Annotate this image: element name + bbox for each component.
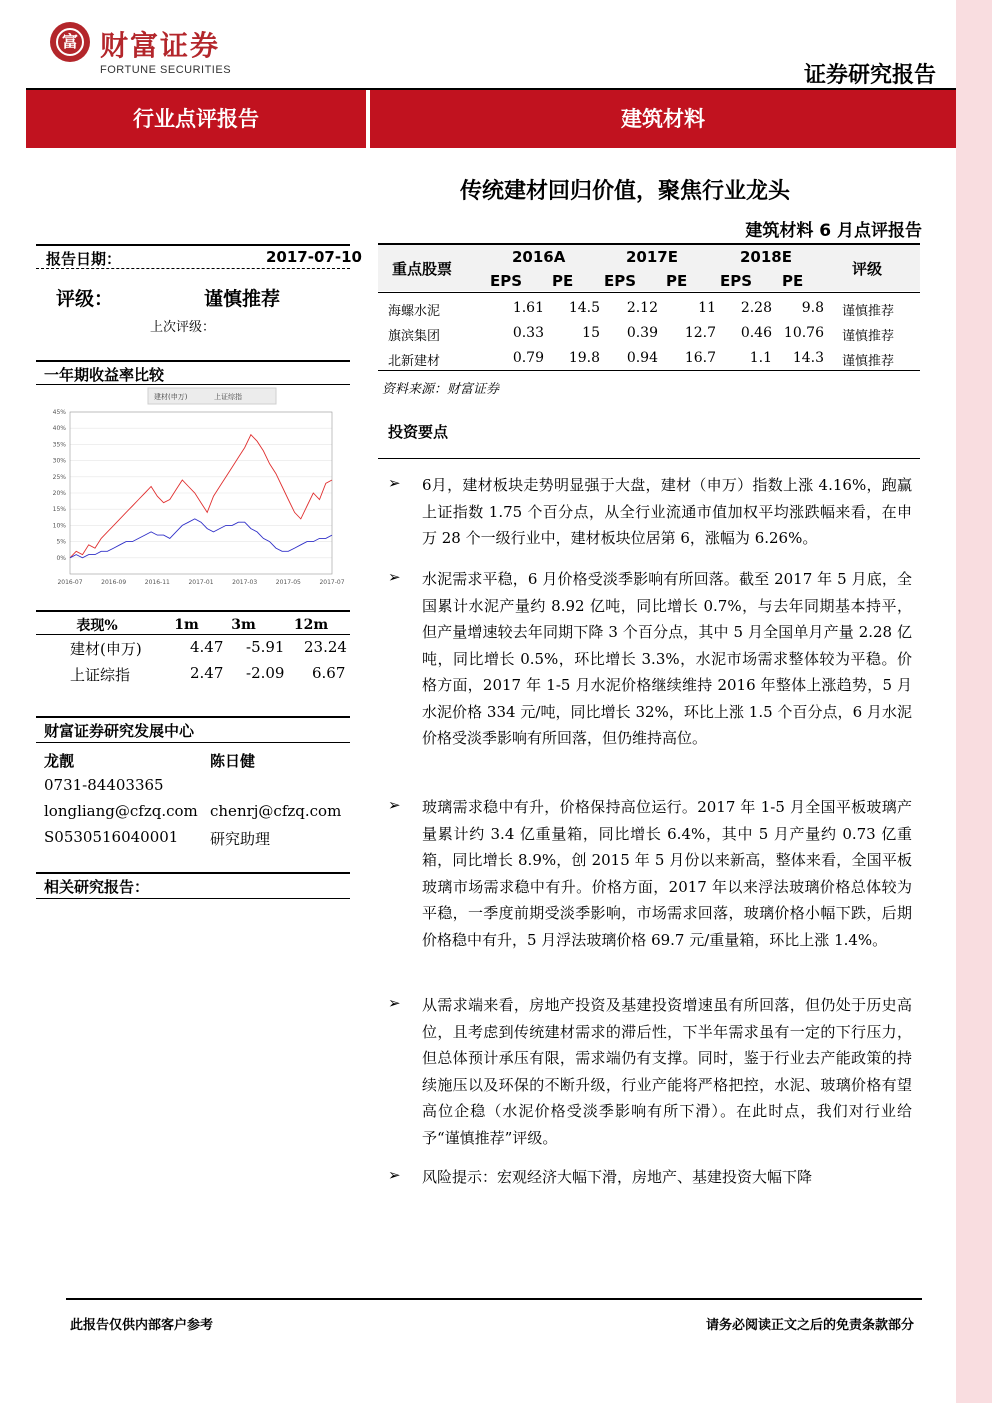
perf-row-name: 建材(申万) (70, 640, 142, 658)
x-tick-label: 2016-11 (144, 579, 170, 586)
invest-point: 从需求端来看，房地产投资及基建投资增速虽有所回落，但仍处于历史高位，且考虑到传统建材需求的滞后性，下半年需求虽有一定的下行压力，但总体预计承压有限，需求端仍有支撑。同时，鉴于行业去产能政策的持续施压以及环保的不断升级，行业产能将严格把控，水泥、玻璃价格有望高位企稳（水泥价格受淡季影响有所下滑）。在此时点，我们对行业给予“谨慎推荐”评级。 (422, 996, 912, 1147)
chart-svg (36, 384, 350, 606)
invest-point: 水泥需求平稳，6 月价格受淡季影响有所回落。截至 2017 年 5 月底，全国累计水泥产量约 8.92 亿吨，同比增长 0.7%，与去年同期基本持平，但产量增速较去年同期下降 3 个百分点，其中 5 月全国单月产量 2.28 亿吨，同比增长 0.5%，环比增长 3.3%，水泥市场需求整体较为平稳。价格方面，2017 年 1-5 月水泥价格继续维持 2016 年整体上涨趋势，5 月水泥价格 334 元/吨，同比增长 32%，环比上涨 1.5 个百分点，6 月水泥价格受淡季影响有所回落，但仍维持高位。 (422, 570, 912, 747)
invest-point: 6月，建材板块走势明显强于大盘，建材（申万）指数上涨 4.16%，跑赢上证指数 1.75 个百分点，从全行业流通市值加权平均涨跌幅来看，在申万 28 个一级行业中，建材板块位居第 6，涨幅为 6.26%。 (422, 476, 912, 547)
year-header: 2016A (512, 248, 566, 266)
page-side-band (956, 0, 992, 1403)
stock-table-bottom-rule (378, 370, 920, 371)
y-tick-label: 15% (52, 506, 66, 514)
analyst-2-role: 研究助理 (210, 830, 271, 848)
stock-cell: 0.94 (626, 350, 658, 366)
analyst-top-rule (36, 716, 350, 718)
x-tick-label: 2017-07 (319, 579, 345, 586)
metric-header: PE (666, 272, 688, 290)
y-tick-label: 5% (56, 538, 66, 546)
metric-header: EPS (490, 272, 523, 290)
perf-cell: 23.24 (304, 638, 347, 656)
table-source: 资料来源：财富证券 (382, 382, 500, 397)
brand-name-en: FORTUNE SECURITIES (100, 64, 232, 76)
perf-cell: -5.91 (246, 638, 285, 656)
report-category-banner: 行业点评报告 (26, 90, 366, 148)
footer-rule (66, 1298, 922, 1300)
invest-point: 玻璃需求稳中有升，价格保持高位运行。2017 年 1-5 月全国平板玻璃产量累计约 3.4 亿重量箱，同比增长 6.4%，其中 5 月产量约 0.73 亿重箱，同比增长 8.9%，创 2015 年 5 月份以来新高，整体来看，全国平板玻璃市场需求稳中有升。价格方面，2017 年以来浮法玻璃价格总体较为平稳，一季度前期受淡季影响，市场需求回落，玻璃价格小幅下跌，后期价格稳中有升，5 月浮法玻璃价格 69.7 元/重量箱，环比上涨 1.4%。 (422, 798, 912, 949)
analyst-1-email[interactable]: longliang@cfzq.com (44, 802, 198, 820)
y-tick-label: 45% (52, 409, 66, 416)
perf-header: 表现% (76, 618, 118, 634)
stock-rating: 谨慎推荐 (842, 329, 895, 344)
legend-entry: 建材(申万) (154, 393, 188, 401)
series-line (70, 519, 332, 558)
chart-section-rule (36, 360, 350, 362)
stock-cell: 0.46 (740, 325, 772, 341)
bullet-arrow-icon: ➢ (388, 568, 401, 586)
performance-table (36, 614, 350, 636)
sidebar-top-rule (36, 244, 350, 246)
perf-top-rule (36, 610, 350, 612)
year-header: 2017E (626, 248, 678, 266)
rating-col-header: 评级 (852, 260, 883, 278)
stock-name: 旗滨集团 (388, 329, 441, 344)
metric-header: PE (782, 272, 804, 290)
rating-label: 评级： (56, 288, 114, 310)
report-title: 传统建材回归价值，聚焦行业龙头 (460, 179, 791, 204)
brand-name-cn: 财富证券 (100, 29, 221, 62)
analyst-2-email[interactable]: chenrj@cfzq.com (210, 802, 342, 820)
stock-table-header-rule (378, 292, 920, 293)
stock-cell: 10.76 (783, 325, 824, 341)
perf-cell: 2.47 (190, 664, 224, 682)
return-comparison-chart (36, 384, 350, 606)
stock-cell: 2.12 (626, 300, 658, 316)
series-line (70, 435, 332, 558)
stock-name: 北新建材 (388, 354, 441, 369)
stock-col-header: 重点股票 (392, 260, 453, 278)
y-tick-label: 40% (52, 425, 66, 433)
document-type: 证券研究报告 (803, 63, 936, 88)
brand-logo-icon: 富 (50, 22, 90, 62)
analyst-1-cert-id: S0530516040001 (44, 828, 179, 846)
perf-header-rule (36, 634, 350, 635)
stock-name: 海螺水泥 (388, 304, 441, 319)
industry-banner: 建筑材料 (370, 90, 956, 148)
previous-rating-label: 上次评级： (150, 320, 216, 335)
analyst-rule (36, 742, 350, 743)
rating-value: 谨慎推荐 (204, 288, 281, 310)
bullet-arrow-icon: ➢ (388, 1166, 401, 1184)
invest-point: 风险提示：宏观经济大幅下滑，房地产、基建投资大幅下降 (422, 1168, 813, 1186)
bullet-arrow-icon: ➢ (388, 796, 401, 814)
stock-cell: 12.7 (684, 325, 716, 341)
analyst-2-name: 陈日健 (210, 752, 256, 770)
report-date-label: 报告日期： (46, 250, 122, 268)
perf-header: 12m (293, 617, 329, 633)
y-tick-label: 30% (52, 457, 66, 465)
perf-cell: -2.09 (246, 664, 285, 682)
x-tick-label: 2017-03 (232, 579, 258, 586)
stock-cell: 16.7 (684, 350, 716, 366)
x-tick-label: 2017-05 (275, 579, 301, 586)
stock-cell: 0.39 (626, 325, 658, 341)
metric-header: PE (552, 272, 574, 290)
perf-cell: 6.67 (312, 664, 346, 682)
invest-heading: 投资要点 (388, 423, 449, 441)
stock-cell: 2.28 (740, 300, 772, 316)
x-tick-label: 2016-09 (101, 579, 127, 586)
perf-header: 1m (174, 617, 199, 633)
bullet-arrow-icon: ➢ (388, 474, 401, 492)
stock-cell: 14.5 (568, 300, 600, 316)
y-tick-label: 0% (56, 554, 66, 562)
stock-cell: 14.3 (792, 350, 824, 366)
perf-cell: 4.47 (190, 638, 224, 656)
bullet-arrow-icon: ➢ (388, 994, 401, 1012)
analyst-1-phone: 0731-84403365 (44, 776, 164, 794)
invest-heading-rule (378, 458, 920, 459)
y-tick-label: 25% (52, 473, 66, 481)
stock-cell: 15 (582, 325, 600, 341)
legend-entry: 上证综指 (214, 393, 242, 401)
stock-cell: 0.79 (512, 350, 544, 366)
related-reports-label: 相关研究报告： (44, 878, 150, 896)
perf-header: 3m (231, 617, 256, 633)
y-tick-label: 35% (52, 441, 66, 449)
stock-cell: 19.8 (568, 350, 600, 366)
related-top-rule (36, 872, 350, 874)
footer-right-note: 请务必阅读正文之后的免责条款部分 (705, 1318, 914, 1333)
metric-header: EPS (720, 272, 753, 290)
report-subtitle: 建筑材料 6 月点评报告 (745, 221, 922, 241)
chart-title: 一年期收益率比较 (44, 366, 165, 384)
stock-cell: 0.33 (512, 325, 544, 341)
year-header: 2018E (740, 248, 792, 266)
stock-cell: 1.61 (512, 300, 544, 316)
x-tick-label: 2016-07 (57, 579, 83, 586)
stock-cell: 11 (698, 300, 716, 316)
related-rule (36, 898, 350, 899)
stock-rating: 谨慎推荐 (842, 304, 895, 319)
sidebar-rule (36, 268, 350, 269)
stock-rating: 谨慎推荐 (842, 354, 895, 369)
footer-left-note: 此报告仅供内部客户参考 (70, 1318, 214, 1333)
x-tick-label: 2017-01 (188, 579, 214, 586)
perf-row-name: 上证综指 (70, 666, 131, 684)
analyst-1-name: 龙靓 (44, 752, 75, 770)
y-tick-label: 20% (52, 490, 66, 497)
metric-header: EPS (604, 272, 637, 290)
stock-cell: 1.1 (749, 350, 772, 366)
research-center-title: 财富证券研究发展中心 (44, 722, 195, 740)
report-date: 2017-07-10 (266, 248, 362, 266)
stock-cell: 9.8 (801, 300, 824, 316)
y-tick-label: 10% (52, 522, 66, 530)
